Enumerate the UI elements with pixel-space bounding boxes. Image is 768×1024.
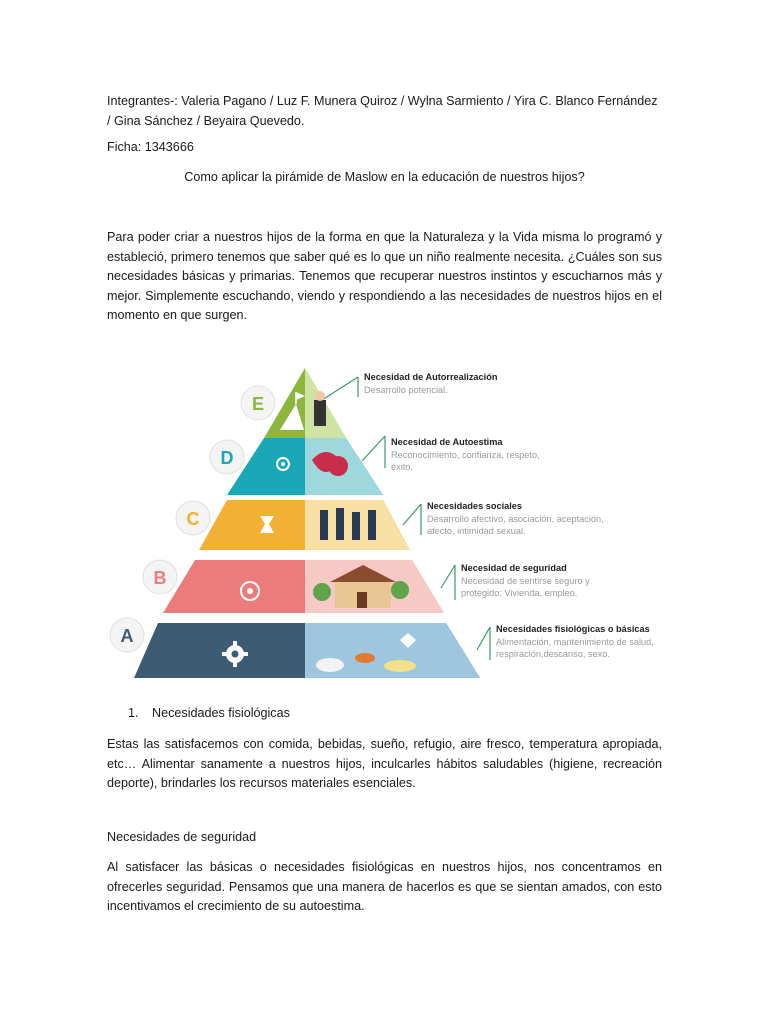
connector-b	[441, 565, 455, 588]
label-b-desc: Necesidad de sentirse seguro y protegido: Vivienda, empleo.	[461, 575, 590, 598]
label-b	[461, 562, 611, 600]
document-title: Como aplicar la pirámide de Maslow en la educación de nuestros hijos?	[184, 170, 585, 184]
letter-c: C	[186, 509, 200, 529]
intro-paragraph: Para poder criar a nuestros hijos de la forma en que la Naturaleza y la Vida misma lo programó y estableció, primero tenemos que saber qué es lo que un niño realmente necesita. ¿Cuáles son sus necesidades básicas y primarias. Tenemos que recuperar nuestros instintos y escucharnos más y mejor. Simplemente escuchando, viendo y respondiendo a las necesidades de nuestros hijos en el momento en que surgen.	[107, 230, 662, 322]
label-a-title: Necesidades fisiológicas o básicas	[496, 624, 650, 634]
label-e-title: Necesidad de Autorrealización	[364, 372, 498, 382]
connector-a	[477, 627, 490, 650]
label-d-title: Necesidad de Autoestima	[391, 437, 503, 447]
connector-e	[322, 377, 358, 400]
label-e-desc: Desarrollo potencial.	[364, 384, 448, 395]
section1-heading: Necesidades fisiológicas	[152, 706, 290, 720]
members-line: Integrantes-: Valeria Pagano / Luz F. Munera Quiroz / Wylna Sarmiento / Yira C. Blanco Fernández / Gina Sánchez / Beyaira Quevedo.	[107, 94, 658, 128]
section1-number: 1.	[128, 706, 139, 720]
label-c-title: Necesidades sociales	[427, 501, 522, 511]
ficha-line: Ficha: 1343666	[107, 140, 194, 154]
section2-paragraph: Al satisfacer las básicas o necesidades fisiológicas en nuestros hijos, nos concentramos en ofrecerles seguridad. Pensamos que una manera de hacerlos es que se sientan amados, con esto incentivamos el crecimiento de su autoestima.	[107, 860, 662, 913]
label-d-desc: Reconocimiento, confianza, respeto, éxito.	[391, 449, 540, 472]
connector-c	[403, 504, 421, 525]
label-c	[427, 500, 607, 538]
section2-heading: Necesidades de seguridad	[107, 830, 257, 844]
connector-d	[362, 436, 385, 461]
section1-paragraph: Estas las satisfacemos con comida, bebidas, sueño, refugio, aire fresco, temperatura apropiada, etc… Alimentar sanamente a nuestros hijos, inculcarles hábitos saludables (higiene, recreación deporte), brindarles los recursos materiales esenciales.	[107, 737, 662, 790]
letter-d: D	[220, 448, 234, 468]
label-b-title: Necesidad de seguridad	[461, 563, 567, 573]
label-a-desc: Alimentación, mantenimiento de salud, respiración,descanso, sexo.	[496, 636, 654, 659]
label-d	[391, 436, 541, 474]
letter-a: A	[120, 626, 134, 646]
label-c-desc: Desarrollo afectivo, asociación, aceptación, afecto, intimidad sexual.	[427, 513, 604, 536]
letter-e: E	[251, 394, 265, 414]
label-e	[364, 371, 544, 396]
label-a	[496, 623, 661, 661]
letter-b: B	[153, 568, 167, 588]
